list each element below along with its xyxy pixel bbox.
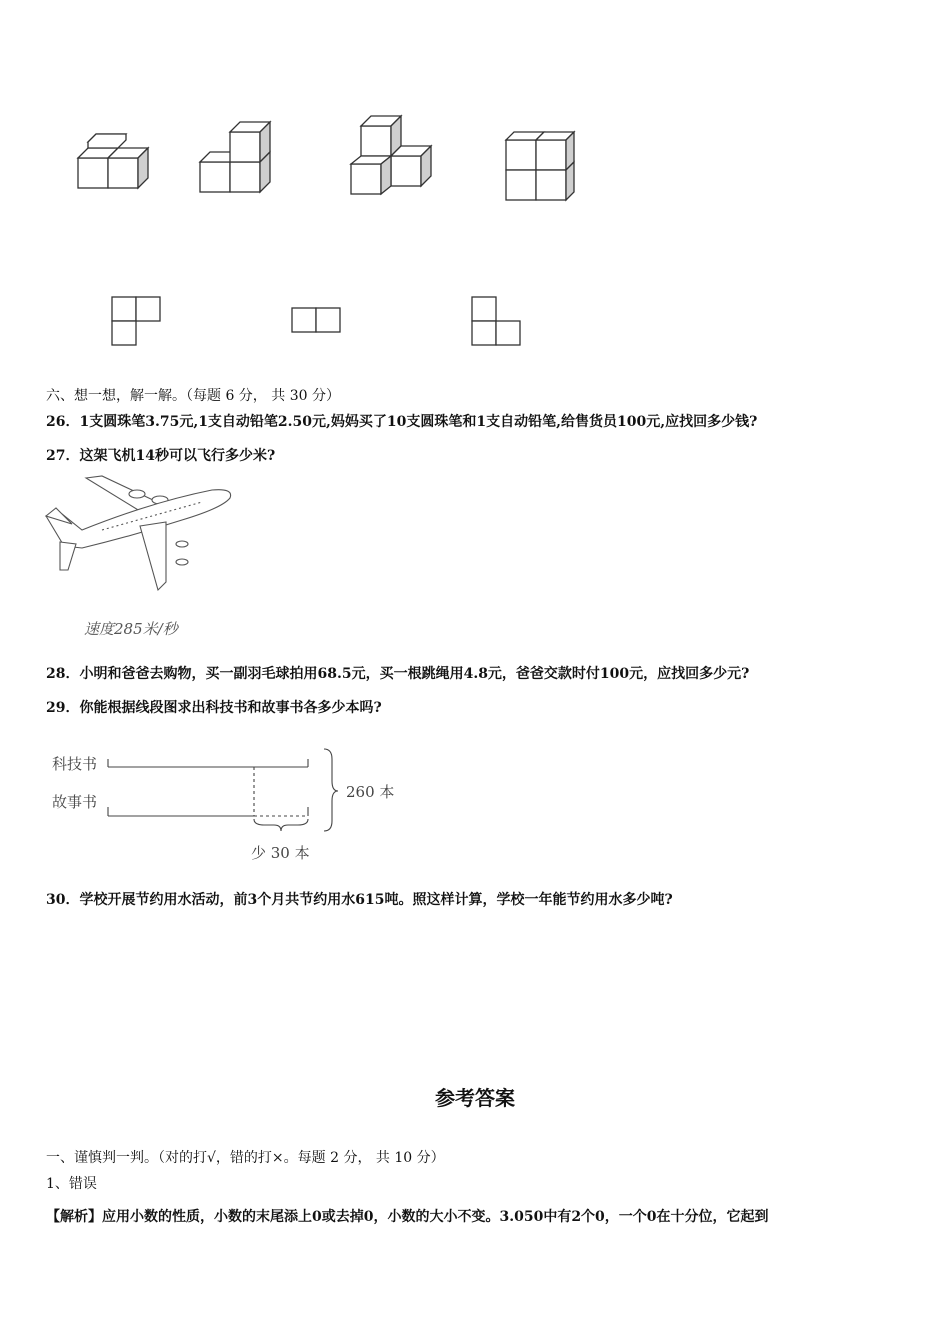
cube-figure-1	[70, 130, 160, 200]
answer-1-result: 1、错误	[46, 1176, 97, 1192]
question-27: 27．这架飞机14秒可以飞行多少米?	[46, 448, 276, 464]
answers-section1-heading: 一、谨慎判一判。（对的打√，错的打×。每题 2 分， 共 10 分）	[46, 1150, 445, 1166]
view-figure-1	[110, 295, 170, 350]
question-30: 30．学校开展节约用水活动，前3个月共节约用水615吨。照这样计算，学校一年能节约用水多少吨?	[46, 892, 673, 908]
answer-1-analysis: 【解析】应用小数的性质，小数的末尾添上0或去掉0，小数的大小不变。3.050中有2个0，一个0在十分位，它起到	[46, 1209, 769, 1225]
cube-figure-3	[345, 112, 445, 202]
question-28: 28．小明和爸爸去购物，买一副羽毛球拍用68.5元，买一根跳绳用4.8元，爸爸交款时付100元，应找回多少元?	[46, 666, 750, 682]
segment-label-tech: 科技书	[52, 755, 98, 773]
segment-total-label: 260 本	[346, 783, 395, 801]
cube-figure-4	[500, 126, 590, 206]
question-26: 26．1支圆珠笔3.75元,1支自动铅笔2.50元,妈妈买了10支圆珠笔和1支自动铅笔,给售货员100元,应找回多少钱?	[46, 414, 758, 430]
view-figure-3	[470, 295, 530, 350]
cube-figure-2	[192, 120, 282, 200]
view-figure-2	[290, 306, 350, 336]
airplane-illustration	[42, 472, 242, 602]
section6-heading: 六、想一想，解一解。（每题 6 分， 共 30 分）	[46, 388, 340, 404]
question-29: 29．你能根据线段图求出科技书和故事书各多少本吗?	[46, 700, 382, 716]
segment-diff-label: 少 30 本	[251, 844, 310, 862]
segment-diagram	[46, 745, 416, 870]
answers-title: 参考答案	[435, 1086, 515, 1110]
plane-speed-label: 速度285米/秒	[84, 620, 178, 638]
segment-label-story: 故事书	[52, 793, 98, 811]
